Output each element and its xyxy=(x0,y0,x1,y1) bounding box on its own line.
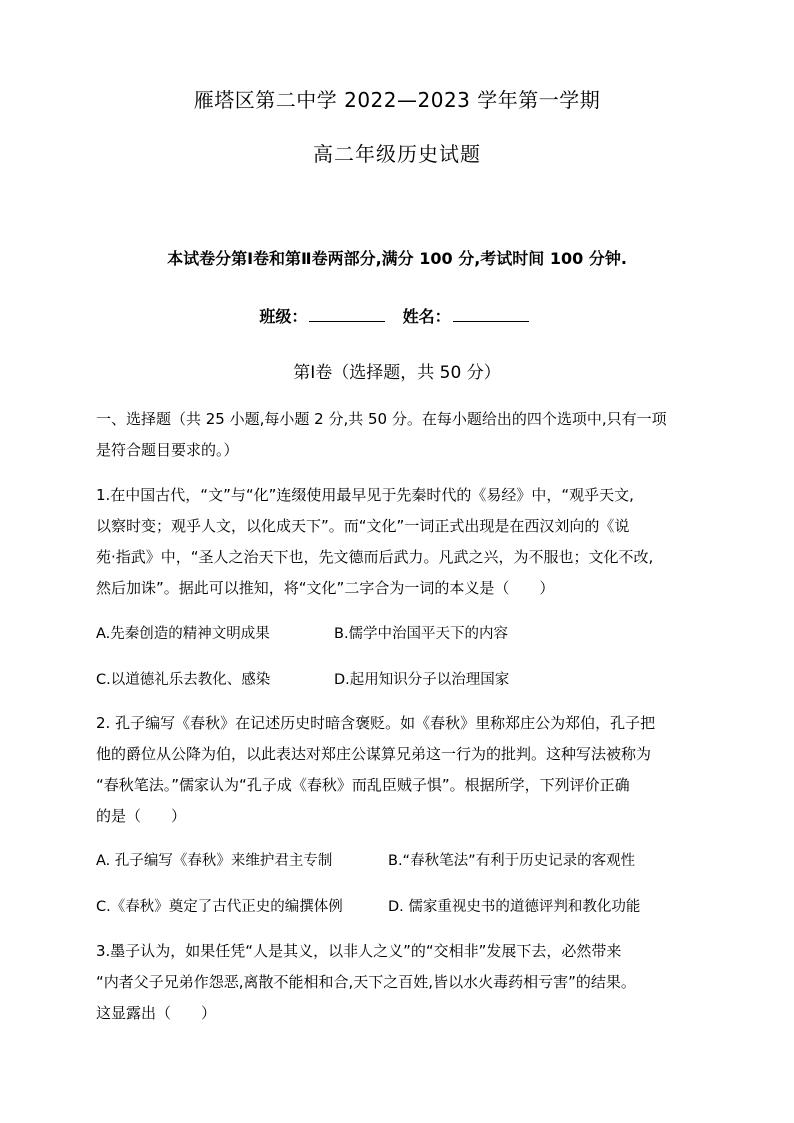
class-blank[interactable] xyxy=(309,307,385,322)
exam-instructions: 本试卷分第Ⅰ卷和第Ⅱ卷两部分,满分 100 分,考试时间 100 分钟. xyxy=(167,249,627,268)
option-a[interactable]: A. 孔子编写《春秋》来维护君主专制 xyxy=(96,853,333,869)
question-line: 1.在中国古代，“文”与“化”连缀使用最早见于先秦时代的《易经》中，“观乎天文, xyxy=(96,486,634,504)
question-line: 然后加诛”。据此可以推知，将“文化”二字合为一词的本义是（ ） xyxy=(96,579,555,597)
exam-title: 高二年级历史试题 xyxy=(313,142,481,166)
question-line: 以察时变；观乎人文，以化成天下”。而“文化”一词正式出现是在西汉刘向的《说 xyxy=(96,517,630,535)
option-d[interactable]: D.起用知识分子以治理国家 xyxy=(334,672,510,688)
option-c[interactable]: C.以道德礼乐去教化、感染 xyxy=(96,672,271,688)
question-line: 这显露出（ ） xyxy=(96,1004,217,1022)
name-blank[interactable] xyxy=(453,307,529,322)
question-line: 2. 孔子编写《春秋》在记述历史时暗含褒贬。如《春秋》里称郑庄公为郑伯，孔子把 xyxy=(96,714,656,732)
option-a[interactable]: A.先秦创造的精神文明成果 xyxy=(96,626,270,642)
student-info-line xyxy=(0,304,794,327)
option-c[interactable]: C.《春秋》奠定了古代正史的编撰体例 xyxy=(96,899,343,915)
part-instructions-line: 是符合题目要求的。） xyxy=(96,441,239,459)
question-line: “春秋笔法。”儒家认为“孔子成《春秋》而乱臣贼子惧”。根据所学，下列评价正确 xyxy=(96,776,630,794)
option-b[interactable]: B.儒学中治国平天下的内容 xyxy=(334,626,509,642)
question-1-stem xyxy=(96,480,708,604)
part-instructions-line: 一、选择题（共 25 小题,每小题 2 分,共 50 分。在每小题给出的四个选项中,只有一项 xyxy=(96,410,667,428)
question-line: 他的爵位从公降为伯，以此表达对郑庄公谋算兄弟这一行为的批判。这种写法被称为 xyxy=(96,745,652,763)
name-label: 姓名： xyxy=(402,307,451,326)
school-term-title: 雁塔区第二中学 2022—2023 学年第一学期 xyxy=(193,88,601,112)
question-2-stem xyxy=(96,708,708,832)
class-label: 班级： xyxy=(259,307,308,326)
question-line: 的是（ ） xyxy=(96,807,187,825)
section-title: 第Ⅰ卷（选择题，共 50 分） xyxy=(293,363,501,383)
option-b[interactable]: B.“春秋笔法”有利于历史记录的客观性 xyxy=(388,853,636,869)
part-instructions xyxy=(96,404,708,466)
question-line: “内者父子兄弟作怨恶,离散不能相和合,天下之百姓,皆以水火毒药相亏害”的结果。 xyxy=(96,973,636,991)
question-line: 3.墨子认为，如果任凭“人是其义，以非人之义”的“交相非”发展下去，必然带来 xyxy=(96,942,622,960)
option-d[interactable]: D. 儒家重视史书的道德评判和教化功能 xyxy=(388,899,641,915)
question-3-stem xyxy=(96,936,708,1029)
question-line: 苑·指武》中，“圣人之治天下也，先文德而后武力。凡武之兴，为不服也；文化不改, xyxy=(96,548,654,566)
